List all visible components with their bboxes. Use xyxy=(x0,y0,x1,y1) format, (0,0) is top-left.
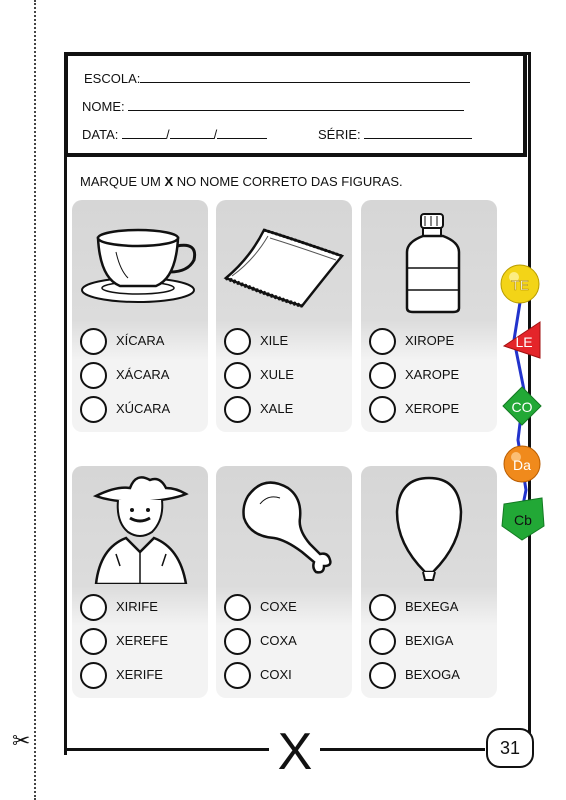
answer-circle[interactable] xyxy=(369,594,396,621)
badge-label: Da xyxy=(513,457,531,473)
answer-circle[interactable] xyxy=(80,628,107,655)
option-row[interactable] xyxy=(224,360,348,390)
option-label: BEXIGA xyxy=(405,633,454,648)
answer-circle[interactable] xyxy=(80,328,107,355)
answer-circle[interactable] xyxy=(80,594,107,621)
option-row[interactable] xyxy=(369,626,493,656)
answer-circle[interactable] xyxy=(224,628,251,655)
option-row[interactable] xyxy=(224,626,348,656)
answer-circle[interactable] xyxy=(80,362,107,389)
side-badge-te xyxy=(500,264,540,304)
badge-label: CO xyxy=(511,399,533,415)
grade-field[interactable] xyxy=(364,126,472,139)
badge-label: TE xyxy=(511,277,529,293)
answer-circle[interactable] xyxy=(369,628,396,655)
answer-circle[interactable] xyxy=(369,396,396,423)
option-label: XEREFE xyxy=(116,633,169,648)
date-line xyxy=(82,126,267,143)
footer-rule-left xyxy=(64,748,269,751)
picture-card-drumstick xyxy=(216,466,352,698)
cup-icon xyxy=(76,208,204,318)
instruction-post: NO NOME CORRETO DAS FIGURAS. xyxy=(173,174,403,189)
drumstick-icon xyxy=(220,474,348,584)
option-label: XERIFE xyxy=(116,667,163,682)
answer-circle[interactable] xyxy=(369,662,396,689)
option-row[interactable] xyxy=(224,326,348,356)
option-row[interactable] xyxy=(80,660,204,690)
option-row[interactable] xyxy=(369,326,493,356)
date-separator: / xyxy=(213,127,218,142)
footer-rule-right xyxy=(320,748,485,751)
side-badge-le xyxy=(502,320,542,360)
bottle-icon xyxy=(365,208,493,318)
option-label: XILE xyxy=(260,333,289,348)
answer-circle[interactable] xyxy=(369,362,396,389)
instruction-text xyxy=(80,174,403,190)
date-separator: / xyxy=(165,127,170,142)
school-line xyxy=(84,70,470,87)
date-year-field[interactable] xyxy=(217,126,267,139)
option-label: COXE xyxy=(260,599,297,614)
option-row[interactable] xyxy=(80,626,204,656)
side-badge-co xyxy=(502,386,542,426)
option-row[interactable] xyxy=(80,360,204,390)
name-line xyxy=(82,98,464,115)
scissors-icon: ✂ xyxy=(12,728,31,753)
option-label: XIROPE xyxy=(405,333,455,348)
option-label: BEXOGA xyxy=(405,667,460,682)
cut-line xyxy=(34,0,36,800)
header-box xyxy=(66,54,527,157)
date-label: DATA: xyxy=(82,127,119,142)
picture-card-cup xyxy=(72,200,208,432)
option-row[interactable] xyxy=(369,394,493,424)
option-label: XALE xyxy=(260,401,294,416)
option-label: XÚCARA xyxy=(116,401,171,416)
school-label: ESCOLA: xyxy=(84,71,141,86)
option-label: COXA xyxy=(260,633,297,648)
option-row[interactable] xyxy=(224,660,348,690)
option-label: XIRIFE xyxy=(116,599,158,614)
instruction-mark: X xyxy=(164,174,174,189)
date-month-field[interactable] xyxy=(170,126,214,139)
option-row[interactable] xyxy=(369,360,493,390)
cushion-icon xyxy=(220,208,348,318)
grade-line xyxy=(318,126,472,143)
date-day-field[interactable] xyxy=(122,126,166,139)
option-label: XEROPE xyxy=(405,401,460,416)
name-field[interactable] xyxy=(128,98,464,111)
option-label: BEXEGA xyxy=(405,599,459,614)
option-label: XÍCARA xyxy=(116,333,165,348)
balloon-icon xyxy=(365,474,493,584)
option-row[interactable] xyxy=(224,394,348,424)
answer-circle[interactable] xyxy=(80,662,107,689)
side-badge-cb xyxy=(500,496,546,542)
instruction-pre: MARQUE UM xyxy=(80,174,165,189)
name-label: NOME: xyxy=(82,99,125,114)
picture-card-sheriff xyxy=(72,466,208,698)
option-row[interactable] xyxy=(80,326,204,356)
featured-letter: X xyxy=(277,723,313,781)
answer-circle[interactable] xyxy=(80,396,107,423)
picture-card-bottle xyxy=(361,200,497,432)
school-field[interactable] xyxy=(140,70,470,83)
picture-card-shawl xyxy=(216,200,352,432)
side-badge-da xyxy=(502,444,542,484)
option-row[interactable] xyxy=(224,592,348,622)
answer-circle[interactable] xyxy=(369,328,396,355)
badge-label: Cb xyxy=(514,512,532,528)
answer-circle[interactable] xyxy=(224,328,251,355)
option-row[interactable] xyxy=(369,660,493,690)
option-label: XÁCARA xyxy=(116,367,170,382)
badge-label: LE xyxy=(515,334,533,350)
page-number: 31 xyxy=(486,728,534,768)
answer-circle[interactable] xyxy=(224,594,251,621)
answer-circle[interactable] xyxy=(224,362,251,389)
grade-label: SÉRIE: xyxy=(318,127,361,142)
answer-circle[interactable] xyxy=(224,662,251,689)
answer-circle[interactable] xyxy=(224,396,251,423)
option-row[interactable] xyxy=(369,592,493,622)
option-row[interactable] xyxy=(80,394,204,424)
option-label: XULE xyxy=(260,367,294,382)
option-row[interactable] xyxy=(80,592,204,622)
picture-card-balloon xyxy=(361,466,497,698)
option-label: XAROPE xyxy=(405,367,460,382)
option-label: COXI xyxy=(260,667,292,682)
sheriff-icon xyxy=(76,474,204,584)
